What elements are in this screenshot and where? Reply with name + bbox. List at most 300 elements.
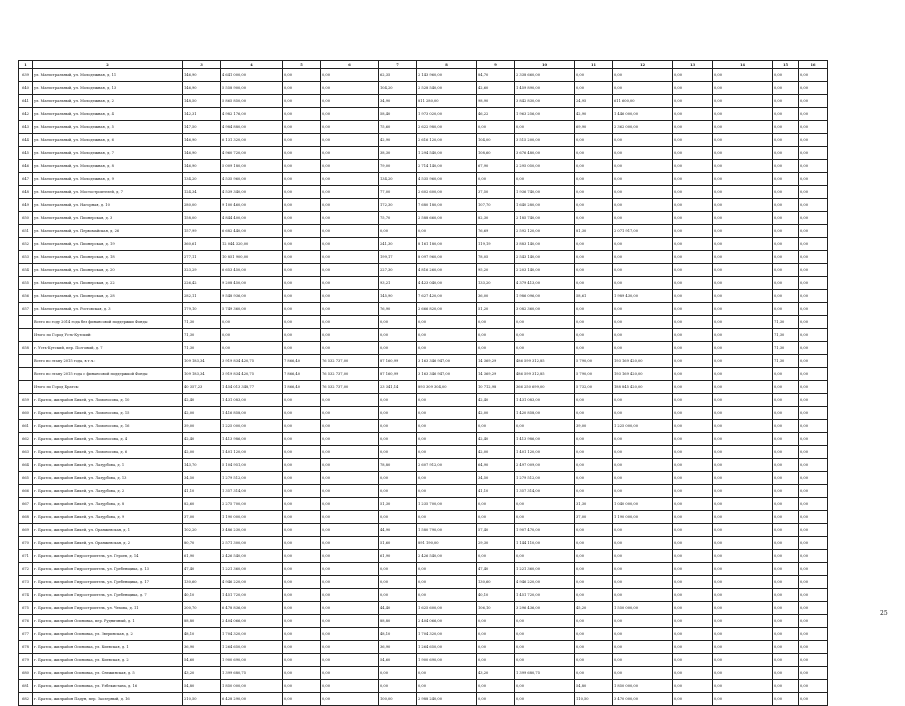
value-cell: 4 379 413,00 (515, 277, 575, 290)
address-cell: ул. Магистральный, ул. Пионерская, д. 20 (33, 264, 183, 277)
value-cell: 0,00 (417, 342, 477, 355)
value-cell: 0,00 (575, 524, 613, 537)
address-cell: г. Братск, жилрайон Бикей, ул. Ломоносова, д. 6 (33, 446, 183, 459)
address-cell: г. Братск, жилрайон Бикей, ул. Ломоносова, д. 4 (33, 433, 183, 446)
value-cell: 0,00 (773, 589, 799, 602)
value-cell: 0,00 (673, 485, 713, 498)
value-cell: 0,00 (321, 69, 379, 82)
value-cell: 0,00 (673, 186, 713, 199)
value-cell: 71,30 (773, 355, 799, 368)
value-cell: 0,00 (613, 212, 673, 225)
value-cell: 0,00 (379, 407, 417, 420)
value-cell: 0,00 (477, 680, 515, 693)
value-cell: 0,00 (799, 368, 828, 381)
value-cell: 5 558 900,00 (221, 82, 283, 95)
value-cell: 119,19 (477, 238, 515, 251)
row-number-cell: 656 (19, 290, 33, 303)
table-row (19, 329, 828, 342)
value-cell: 0,00 (575, 589, 613, 602)
value-cell: 54,80 (575, 680, 613, 693)
value-cell: 0,00 (773, 147, 799, 160)
value-cell: 891 190,00 (417, 537, 477, 550)
value-cell: 124,34 (183, 186, 221, 199)
value-cell: 0,00 (773, 368, 799, 381)
value-cell: 0,00 (613, 186, 673, 199)
value-cell: 0,00 (613, 329, 673, 342)
value-cell: 3 676 480,00 (515, 147, 575, 160)
value-cell: 0,00 (283, 290, 321, 303)
value-cell: 1 704 320,00 (417, 628, 477, 641)
value-cell: 4 535 960,00 (417, 173, 477, 186)
value-cell: 2 071 917,00 (613, 225, 673, 238)
value-cell: 0,00 (713, 680, 773, 693)
column-number-cell: 5 (283, 61, 321, 69)
value-cell: 0,00 (321, 459, 379, 472)
address-cell: ул. Магистральный, ул. Ростовская, д. 3 (33, 303, 183, 316)
value-cell: 134,20 (379, 173, 417, 186)
value-cell: 0,00 (799, 641, 828, 654)
value-cell: 0,00 (613, 628, 673, 641)
value-cell: 0,00 (575, 459, 613, 472)
value-cell: 69,90 (575, 121, 613, 134)
value-cell: 0,00 (673, 121, 713, 134)
value-cell: 0,00 (673, 511, 713, 524)
value-cell: 0,00 (799, 173, 828, 186)
value-cell: 51,30 (379, 498, 417, 511)
value-cell: 0,00 (575, 667, 613, 680)
value-cell: 54,80 (183, 680, 221, 693)
address-cell: Всего по этапу 2015 года, в т.ч.: (33, 355, 183, 368)
address-cell: г. Братск, жилрайон Падун, пер. Заозерный, д. 16 (33, 693, 183, 706)
value-cell: 0,00 (799, 511, 828, 524)
value-cell: 4 946 220,00 (221, 576, 283, 589)
value-cell: 0,00 (321, 303, 379, 316)
value-cell: 0,00 (321, 511, 379, 524)
value-cell: 71,30 (773, 342, 799, 355)
table-row (19, 69, 828, 82)
table-row (19, 459, 828, 472)
value-cell: 0,00 (673, 199, 713, 212)
value-cell: 0,00 (773, 615, 799, 628)
value-cell: 0,00 (799, 160, 828, 173)
value-cell: 0,00 (799, 563, 828, 576)
value-cell: 1 454 013 348,77 (221, 381, 283, 394)
value-cell: 0,00 (713, 524, 773, 537)
value-cell: 104,00 (477, 134, 515, 147)
table-row (19, 108, 828, 121)
address-cell: г. Братск, жилрайон Осиновка, ул. Зверинская, д. 2 (33, 628, 183, 641)
value-cell: 0,00 (417, 511, 477, 524)
table-row (19, 680, 828, 693)
value-cell: 43,20 (183, 667, 221, 680)
value-cell: 0,00 (613, 173, 673, 186)
value-cell: 0,00 (417, 316, 477, 329)
value-cell: 0,00 (477, 693, 515, 706)
value-cell: 0,00 (417, 433, 477, 446)
value-cell: 0,00 (713, 303, 773, 316)
value-cell: 0,00 (575, 251, 613, 264)
value-cell: 1 399 680,75 (515, 667, 575, 680)
value-cell: 0,00 (283, 524, 321, 537)
value-cell: 7 866,40 (283, 368, 321, 381)
value-cell: 29,30 (477, 537, 515, 550)
value-cell: 0,00 (673, 173, 713, 186)
value-cell: 76 532 737,00 (321, 381, 379, 394)
row-number-cell: 660 (19, 407, 33, 420)
row-number-cell: 678 (19, 641, 33, 654)
value-cell: 1 936 740,00 (515, 186, 575, 199)
value-cell: 104,20 (379, 82, 417, 95)
value-cell: 0,00 (321, 342, 379, 355)
value-cell: 0,00 (575, 199, 613, 212)
value-cell: 0,00 (799, 407, 828, 420)
value-cell: 0,00 (477, 316, 515, 329)
value-cell: 80,70 (183, 537, 221, 550)
value-cell: 0,00 (773, 433, 799, 446)
value-cell: 1 399 680,75 (221, 667, 283, 680)
value-cell: 0,00 (321, 82, 379, 95)
value-cell: 0,00 (799, 108, 828, 121)
value-cell: 42,90 (575, 108, 613, 121)
value-cell: 0,00 (799, 82, 828, 95)
value-cell: 110,50 (575, 693, 613, 706)
address-cell: г. Братск, жилрайон Гидростроитель, ул. Гребенщика, д. 7 (33, 589, 183, 602)
value-cell: 0,00 (321, 589, 379, 602)
value-cell: 0,00 (417, 589, 477, 602)
value-cell: 0,00 (713, 550, 773, 563)
value-cell: 282,11 (183, 290, 221, 303)
table-row (19, 225, 828, 238)
value-cell: 31,30 (575, 498, 613, 511)
value-cell: 3 082 360,00 (515, 303, 575, 316)
value-cell: 2 426 540,00 (221, 550, 283, 563)
value-cell: 0,00 (713, 537, 773, 550)
value-cell: 34,50 (477, 472, 515, 485)
value-cell: 0,00 (283, 433, 321, 446)
value-cell: 0,00 (283, 186, 321, 199)
address-cell: ул. Магистральный, ул. Молодежная, д. 4 (33, 108, 183, 121)
value-cell: 0,00 (799, 550, 828, 563)
value-cell: 76 532 737,00 (321, 368, 379, 381)
address-cell: ул. Магистральный, ул. Молодежная, д. 13 (33, 82, 183, 95)
value-cell: 42,40 (183, 433, 221, 446)
value-cell: 71,30 (183, 329, 221, 342)
value-cell: 37,50 (477, 186, 515, 199)
value-cell: 0,00 (613, 238, 673, 251)
table-row (19, 303, 828, 316)
value-cell: 0,00 (799, 654, 828, 667)
value-cell: 0,00 (613, 199, 673, 212)
value-cell: 0,00 (773, 173, 799, 186)
address-cell: ул. Магистральный, ул. Пионерская, д. 3 (33, 212, 183, 225)
row-number-cell: 647 (19, 173, 33, 186)
row-number-cell: 652 (19, 238, 33, 251)
value-cell: 2 275 700,00 (221, 498, 283, 511)
address-cell: ул. Магистральный, ул. Молодежная, д. 8 (33, 160, 183, 173)
value-cell: 0,00 (321, 472, 379, 485)
address-cell: Всего по этапу 2015 года с финансовой поддержкой Фонда: (33, 368, 183, 381)
value-cell: 0,00 (379, 680, 417, 693)
value-cell: 0,00 (321, 251, 379, 264)
value-cell: 0,00 (799, 693, 828, 706)
row-number-cell: 639 (19, 69, 33, 82)
column-number-cell: 11 (575, 61, 613, 69)
row-number-cell (19, 368, 33, 381)
value-cell: 82,60 (183, 498, 221, 511)
value-cell: 0,00 (283, 134, 321, 147)
value-cell: 0,00 (283, 251, 321, 264)
value-cell: 14 369,29 (477, 368, 515, 381)
address-cell: ул. Магистральный, ул. Молодежная, д. 6 (33, 134, 183, 147)
value-cell: 14 369,29 (477, 355, 515, 368)
value-cell: 0,00 (283, 69, 321, 82)
value-cell: 0,00 (283, 342, 321, 355)
value-cell: 0,00 (713, 134, 773, 147)
value-cell: 0,00 (799, 537, 828, 550)
row-number-cell: 645 (19, 147, 33, 160)
value-cell: 1 420 858,00 (515, 407, 575, 420)
value-cell: 0,00 (613, 433, 673, 446)
value-cell: 0,00 (713, 251, 773, 264)
value-cell: 42,00 (477, 407, 515, 420)
value-cell: 0,00 (379, 576, 417, 589)
value-cell: 0,00 (321, 446, 379, 459)
value-cell: 4 984 880,00 (221, 121, 283, 134)
value-cell: 95,20 (477, 264, 515, 277)
address-cell: ул. Магистральный, ул. Первомайская, д. 26 (33, 225, 183, 238)
table-row (19, 446, 828, 459)
column-number-cell: 10 (515, 61, 575, 69)
address-cell: г. Братск, жилрайон Бикей, ул. Ломоносова, д. 10 (33, 394, 183, 407)
value-cell: 0,00 (673, 355, 713, 368)
value-cell: 0,00 (283, 511, 321, 524)
value-cell: 0,00 (379, 329, 417, 342)
value-cell: 0,00 (799, 303, 828, 316)
value-cell: 0,00 (575, 446, 613, 459)
value-cell: 0,00 (799, 186, 828, 199)
value-cell: 0,00 (477, 420, 515, 433)
value-cell: 0,00 (613, 264, 673, 277)
value-cell: 1 625 600,00 (417, 602, 477, 615)
value-cell: 0,00 (477, 615, 515, 628)
value-cell: 0,00 (283, 667, 321, 680)
address-cell: г. Братск, жилрайон Бикей, ул. Лазурбова, д. 1 (33, 459, 183, 472)
value-cell: 1 907 470,00 (515, 524, 575, 537)
value-cell: 0,00 (575, 238, 613, 251)
address-cell: ул. Магистральный, ул. Пионерская, д. 28 (33, 290, 183, 303)
value-cell: 1 225 000,00 (613, 420, 673, 433)
value-cell: 0,00 (283, 537, 321, 550)
value-cell: 0,00 (613, 82, 673, 95)
address-cell: г. Братск, жилрайон Осиновка, ул. Снежинская, д. 5 (33, 667, 183, 680)
value-cell: 87 160,99 (379, 368, 417, 381)
page-number: 25 (880, 610, 888, 617)
value-cell: 1 190 000,00 (221, 511, 283, 524)
value-cell: 130,60 (477, 576, 515, 589)
value-cell: 0,00 (799, 121, 828, 134)
value-cell: 146,90 (183, 147, 221, 160)
value-cell: 0,00 (713, 82, 773, 95)
value-cell: 0,00 (613, 316, 673, 329)
value-cell: 2 588 660,00 (417, 212, 477, 225)
value-cell: 1 221 360,00 (515, 563, 575, 576)
value-cell: 0,00 (575, 329, 613, 342)
value-cell: 76 532 737,00 (321, 355, 379, 368)
value-cell: 2 295 050,00 (515, 160, 575, 173)
value-cell: 0,00 (713, 511, 773, 524)
value-cell: 1 850 000,00 (221, 680, 283, 693)
value-cell: 0,00 (673, 329, 713, 342)
value-cell: 4 641 000,00 (221, 69, 283, 82)
value-cell: 0,00 (713, 199, 773, 212)
value-cell: 109 183,34 (183, 355, 221, 368)
value-cell: 0,00 (515, 511, 575, 524)
value-cell: 0,00 (773, 485, 799, 498)
value-cell: 0,00 (575, 186, 613, 199)
column-number-cell: 16 (799, 61, 828, 69)
value-cell: 0,00 (673, 407, 713, 420)
value-cell: 0,00 (713, 485, 773, 498)
table-row (19, 628, 828, 641)
value-cell: 44,40 (379, 602, 417, 615)
value-cell: 0,00 (799, 212, 828, 225)
column-number-cell: 6 (321, 61, 379, 69)
value-cell: 0,00 (799, 420, 828, 433)
table-row (19, 212, 828, 225)
value-cell: 0,00 (379, 472, 417, 485)
value-cell: 2 362 000,00 (613, 121, 673, 134)
value-cell: 2 203 140,00 (515, 264, 575, 277)
value-cell: 0,00 (321, 420, 379, 433)
value-cell: 0,00 (283, 459, 321, 472)
value-cell: 0,00 (379, 446, 417, 459)
value-cell: 0,00 (773, 498, 799, 511)
row-number-cell: 676 (19, 615, 33, 628)
column-number-cell: 13 (673, 61, 713, 69)
row-number-cell: 649 (19, 199, 33, 212)
value-cell: 280,00 (183, 199, 221, 212)
column-number-cell: 3 (183, 61, 221, 69)
value-cell: 38,30 (379, 147, 417, 160)
value-cell: 0,00 (515, 693, 575, 706)
value-cell: 1 144 110,00 (515, 537, 575, 550)
value-cell: 0,00 (283, 589, 321, 602)
value-cell: 0,00 (799, 316, 828, 329)
row-number-cell: 646 (19, 160, 33, 173)
address-cell: ул. Магистральный, ул. Пионерская, д. 19 (33, 238, 183, 251)
value-cell: 0,00 (773, 69, 799, 82)
value-cell: 48,10 (183, 628, 221, 641)
value-cell: 1 413 986,00 (221, 433, 283, 446)
value-cell: 486 599 312,85 (515, 355, 575, 368)
value-cell: 0,00 (321, 95, 379, 108)
value-cell: 0,00 (713, 381, 773, 394)
value-cell: 1 986 096,00 (515, 290, 575, 303)
address-cell: г. Братск, жилрайон Осиновка, пер. Рудничный, д. 1 (33, 615, 183, 628)
value-cell: 0,00 (799, 433, 828, 446)
table-row (19, 290, 828, 303)
value-cell: 0,00 (283, 563, 321, 576)
value-cell: 71,30 (183, 342, 221, 355)
value-cell: 0,00 (713, 264, 773, 277)
value-cell: 0,00 (773, 511, 799, 524)
address-cell: г. Братск, жилрайон Гидростроитель, ул. Гребенщика, д. 13 (33, 563, 183, 576)
value-cell: 98,90 (477, 95, 515, 108)
address-cell: Итого по Город Братск: (33, 381, 183, 394)
value-cell: 3 163 346 947,00 (417, 368, 477, 381)
value-cell: 48,10 (379, 628, 417, 641)
value-cell: 0,00 (379, 485, 417, 498)
value-cell: 0,00 (321, 641, 379, 654)
table-row (19, 498, 828, 511)
value-cell: 1 989 430,00 (613, 290, 673, 303)
value-cell: 0,00 (321, 537, 379, 550)
value-cell: 0,00 (283, 147, 321, 160)
value-cell: 0,00 (575, 342, 613, 355)
value-cell: 0,00 (575, 82, 613, 95)
value-cell: 0,00 (773, 641, 799, 654)
table-row (19, 186, 828, 199)
value-cell: 4 960 720,00 (221, 147, 283, 160)
table-row (19, 160, 828, 173)
value-cell: 61,90 (183, 550, 221, 563)
address-cell: ул. Магистральный, ул. Молодежная, д. 5 (33, 121, 183, 134)
value-cell: 227,30 (379, 264, 417, 277)
value-cell: 130,60 (183, 576, 221, 589)
value-cell: 2 528 540,00 (417, 82, 477, 95)
value-cell: 0,00 (673, 459, 713, 472)
value-cell: 134,20 (183, 173, 221, 186)
value-cell: 0,00 (417, 563, 477, 576)
value-cell: 241,30 (379, 238, 417, 251)
value-cell: 0,00 (713, 693, 773, 706)
value-cell: 75,60 (379, 121, 417, 134)
value-cell: 0,00 (379, 316, 417, 329)
value-cell: 0,00 (673, 524, 713, 537)
value-cell: 0,00 (283, 394, 321, 407)
value-cell: 0,00 (773, 602, 799, 615)
value-cell: 0,00 (515, 550, 575, 563)
value-cell: 0,00 (575, 212, 613, 225)
value-cell: 93,21 (379, 277, 417, 290)
value-cell: 0,00 (673, 342, 713, 355)
value-cell: 0,00 (613, 537, 673, 550)
value-cell: 0,00 (283, 602, 321, 615)
row-number-cell: 669 (19, 524, 33, 537)
value-cell: 47,40 (477, 563, 515, 576)
value-cell: 0,00 (575, 69, 613, 82)
value-cell: 1 225 000,00 (221, 420, 283, 433)
value-cell: 0,00 (799, 199, 828, 212)
value-cell: 4 816 260,00 (417, 264, 477, 277)
row-number-cell (19, 329, 33, 342)
value-cell: 0,00 (673, 264, 713, 277)
address-cell: г. Братск, жилрайон Осиновка, ул. Узбекистана, д. 16 (33, 680, 183, 693)
value-cell: 0,00 (283, 121, 321, 134)
value-cell: 0,00 (283, 173, 321, 186)
value-cell: 4 946 220,00 (515, 576, 575, 589)
value-cell: 45,20 (575, 602, 613, 615)
value-cell: 0,00 (773, 212, 799, 225)
value-cell: 0,00 (673, 147, 713, 160)
value-cell: 0,00 (799, 355, 828, 368)
value-cell: 0,00 (613, 654, 673, 667)
value-cell: 0,00 (799, 446, 828, 459)
column-number-cell: 2 (33, 61, 183, 69)
value-cell: 0,00 (613, 550, 673, 563)
value-cell: 1 963 256,00 (515, 108, 575, 121)
value-cell: 0,00 (673, 238, 713, 251)
